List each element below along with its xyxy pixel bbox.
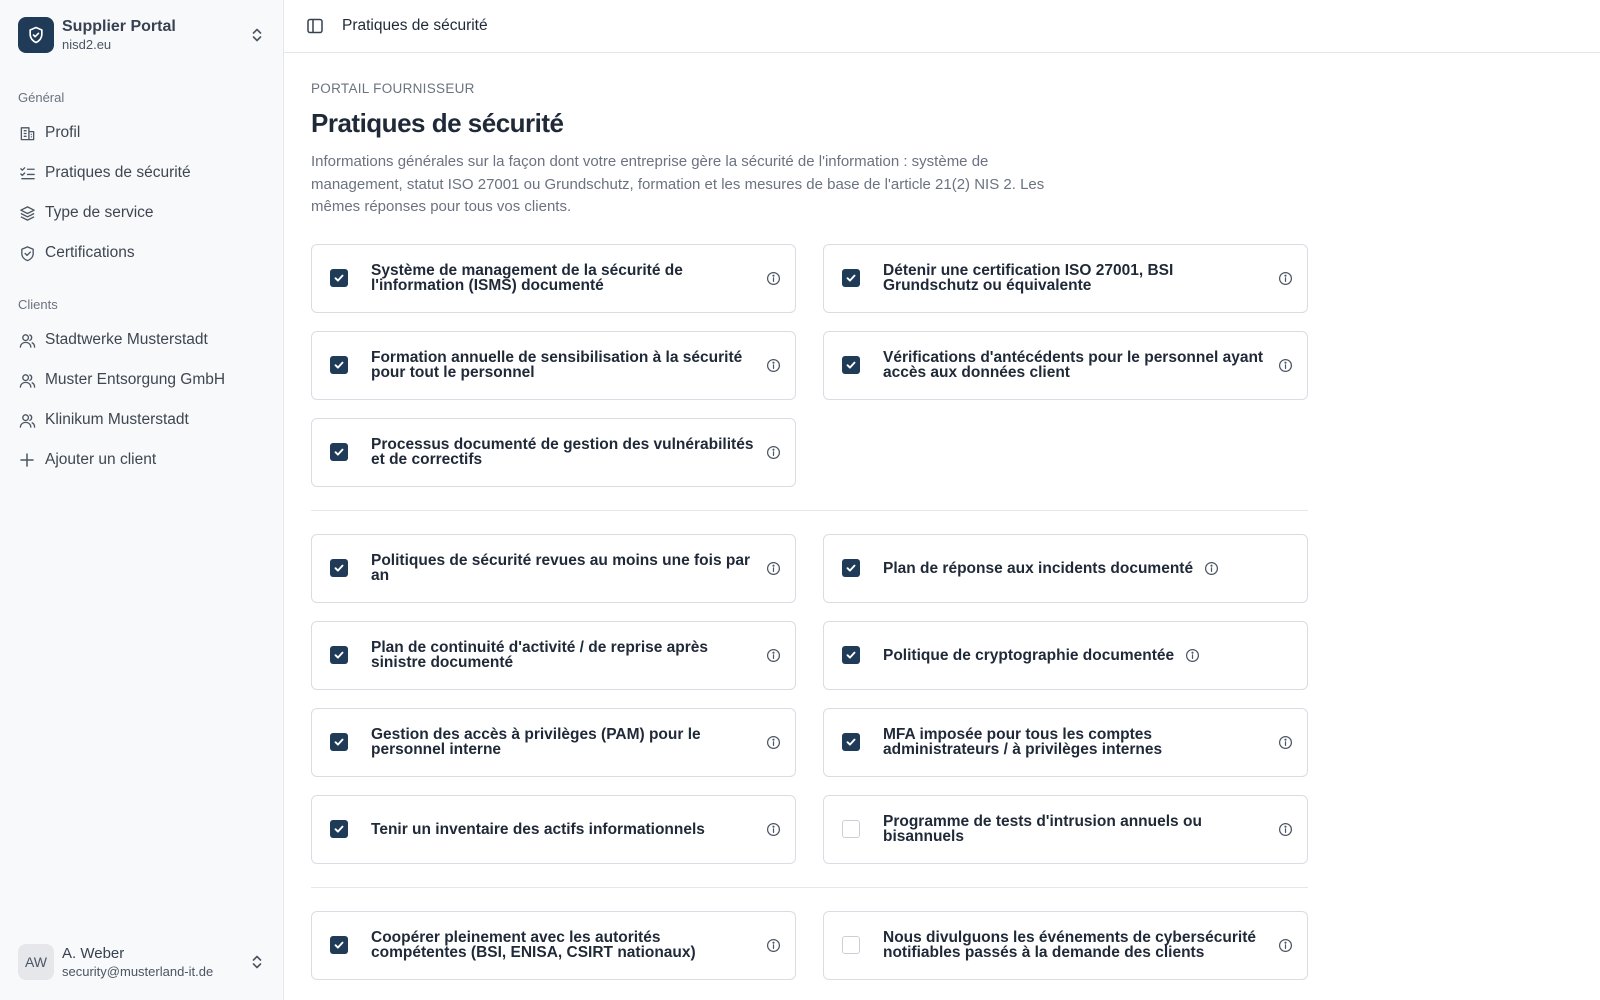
topbar [284,0,1600,53]
info-icon[interactable] [765,357,781,373]
practice-card[interactable] [823,244,1308,313]
practice-grid [311,534,1308,864]
practice-checkbox[interactable] [842,559,860,577]
plus-icon [18,451,36,469]
practice-card[interactable] [823,795,1308,864]
section-label-general: Général [18,90,65,105]
practice-card[interactable] [311,621,796,690]
practice-label: Nous divulguons les événements de cybersécurité notifiables passés à la demande des clients [883,929,1256,961]
sidebar-item-profil[interactable] [0,113,283,153]
practice-card[interactable] [311,418,796,487]
practice-checkbox[interactable] [330,646,348,664]
practice-card[interactable] [311,244,796,313]
user-name: A. Weber [62,945,125,962]
sidebar [0,0,284,1000]
practice-card[interactable] [311,708,796,777]
practice-checkbox[interactable] [330,820,348,838]
practice-checkbox[interactable] [842,820,860,838]
info-icon[interactable] [1277,937,1293,953]
sidebar-item-label: Certifications [45,244,135,261]
practice-label: Processus documenté de gestion des vulnérabilités et de correctifs [371,436,754,468]
info-icon[interactable] [1277,734,1293,750]
sidebar-item-stadtwerke-musterstadt[interactable] [0,320,283,360]
info-icon[interactable] [1277,357,1293,373]
practice-card[interactable] [823,331,1308,400]
practice-checkbox[interactable] [842,269,860,287]
shield-check-icon [18,244,36,262]
sidebar-item-klinikum-musterstadt[interactable] [0,400,283,440]
practice-checkbox[interactable] [330,443,348,461]
clients-nav [0,320,283,440]
practice-checkbox[interactable] [330,559,348,577]
sidebar-item-label: Type de service [45,204,154,221]
info-icon[interactable] [1277,821,1293,837]
info-icon[interactable] [1184,647,1200,663]
practice-card[interactable] [311,911,796,980]
sidebar-item-label: Stadtwerke Musterstadt [45,331,208,348]
sidebar-toggle-icon[interactable] [304,15,326,37]
shield-logo-icon [18,17,54,53]
users-icon [18,331,36,349]
sidebar-item-muster-entsorgung-gmbh[interactable] [0,360,283,400]
sidebar-item-label: Klinikum Musterstadt [45,411,189,428]
practice-card[interactable] [823,621,1308,690]
workspace-switcher[interactable] [0,0,283,70]
practice-card[interactable] [311,795,796,864]
sidebar-item-type-de-service[interactable] [0,193,283,233]
practice-label: Politique de cryptographie documentée [883,646,1175,664]
page-eyebrow: PORTAIL FOURNISSEUR [311,81,475,96]
sidebar-item-label: Muster Entsorgung GmbH [45,371,226,388]
practice-label: Tenir un inventaire des actifs informationnels [371,820,705,838]
practice-label: Vérifications d'antécédents pour le personnel ayant accès aux données client [883,349,1264,381]
practice-checkbox[interactable] [842,733,860,751]
avatar: AW [18,944,54,980]
sidebar-item-label: Profil [45,124,81,141]
practice-checkbox[interactable] [842,356,860,374]
practice-label: Programme de tests d'intrusion annuels ou bisannuels [883,813,1202,845]
practice-card[interactable] [823,911,1308,980]
users-icon [18,411,36,429]
info-icon[interactable] [765,560,781,576]
section-divider [311,510,1308,511]
sidebar-item-label: Pratiques de sécurité [45,164,191,181]
chevrons-up-down-icon [249,954,265,970]
practice-label: Formation annuelle de sensibilisation à la sécurité pour tout le personnel [371,349,743,381]
info-icon[interactable] [1277,270,1293,286]
practice-checkbox[interactable] [330,733,348,751]
main-content [284,0,1600,1000]
checklist-icon [18,164,36,182]
practice-card[interactable] [311,331,796,400]
section-label-clients: Clients [18,297,58,312]
info-icon[interactable] [765,937,781,953]
info-icon[interactable] [765,270,781,286]
practice-grid [311,244,1308,487]
practice-checkbox[interactable] [330,356,348,374]
general-nav [0,113,283,273]
practice-label: MFA imposée pour tous les comptes administrateurs / à privilèges internes [883,726,1163,758]
practice-label: Système de management de la sécurité de l'information (ISMS) documenté [371,262,683,294]
sidebar-item-certifications[interactable] [0,233,283,273]
add-client-button[interactable] [0,440,283,480]
info-icon[interactable] [765,821,781,837]
practice-label: Coopérer pleinement avec les autorités compétentes (BSI, ENISA, CSIRT nationaux) [371,929,696,961]
add-client-label: Ajouter un client [45,451,157,468]
info-icon[interactable] [1203,560,1219,576]
practice-label: Gestion des accès à privilèges (PAM) pour le personnel interne [371,726,701,758]
page-title: Pratiques de sécurité [311,108,564,138]
user-email: security@musterland-it.de [62,964,214,979]
practices-sections [311,244,1574,980]
user-menu[interactable] [0,924,283,1000]
practice-card[interactable] [311,534,796,603]
practice-label: Plan de continuité d'activité / de reprise après sinistre documenté [371,639,709,671]
practice-label: Politiques de sécurité revues au moins une fois par an [371,552,751,584]
building-icon [18,124,36,142]
page-description: Informations générales sur la façon dont votre entreprise gère la sécurité de l'information : système de management, statut ISO 27001 ou Grundschutz, formation et les mesures de base de l'article 21(2) NIS 2. Les mêmes réponses pour tous vos clients. [311,153,1045,215]
section-divider [311,887,1308,888]
info-icon[interactable] [765,734,781,750]
practice-card[interactable] [823,534,1308,603]
practice-checkbox[interactable] [330,269,348,287]
practice-checkbox[interactable] [842,646,860,664]
practice-label: Détenir une certification ISO 27001, BSI Grundschutz ou équivalente [883,262,1174,294]
chevrons-up-down-icon [249,27,265,43]
app-title: Supplier Portal [62,18,176,35]
users-icon [18,371,36,389]
app-domain: nisd2.eu [62,37,112,52]
breadcrumb: Pratiques de sécurité [342,17,488,34]
info-icon[interactable] [765,444,781,460]
sidebar-item-pratiques-de-securite[interactable] [0,153,283,193]
practice-grid [311,911,1308,980]
practice-label: Plan de réponse aux incidents documenté [883,559,1194,577]
practice-checkbox[interactable] [330,936,348,954]
layers-icon [18,204,36,222]
practice-card[interactable] [823,708,1308,777]
info-icon[interactable] [765,647,781,663]
practice-checkbox[interactable] [842,936,860,954]
